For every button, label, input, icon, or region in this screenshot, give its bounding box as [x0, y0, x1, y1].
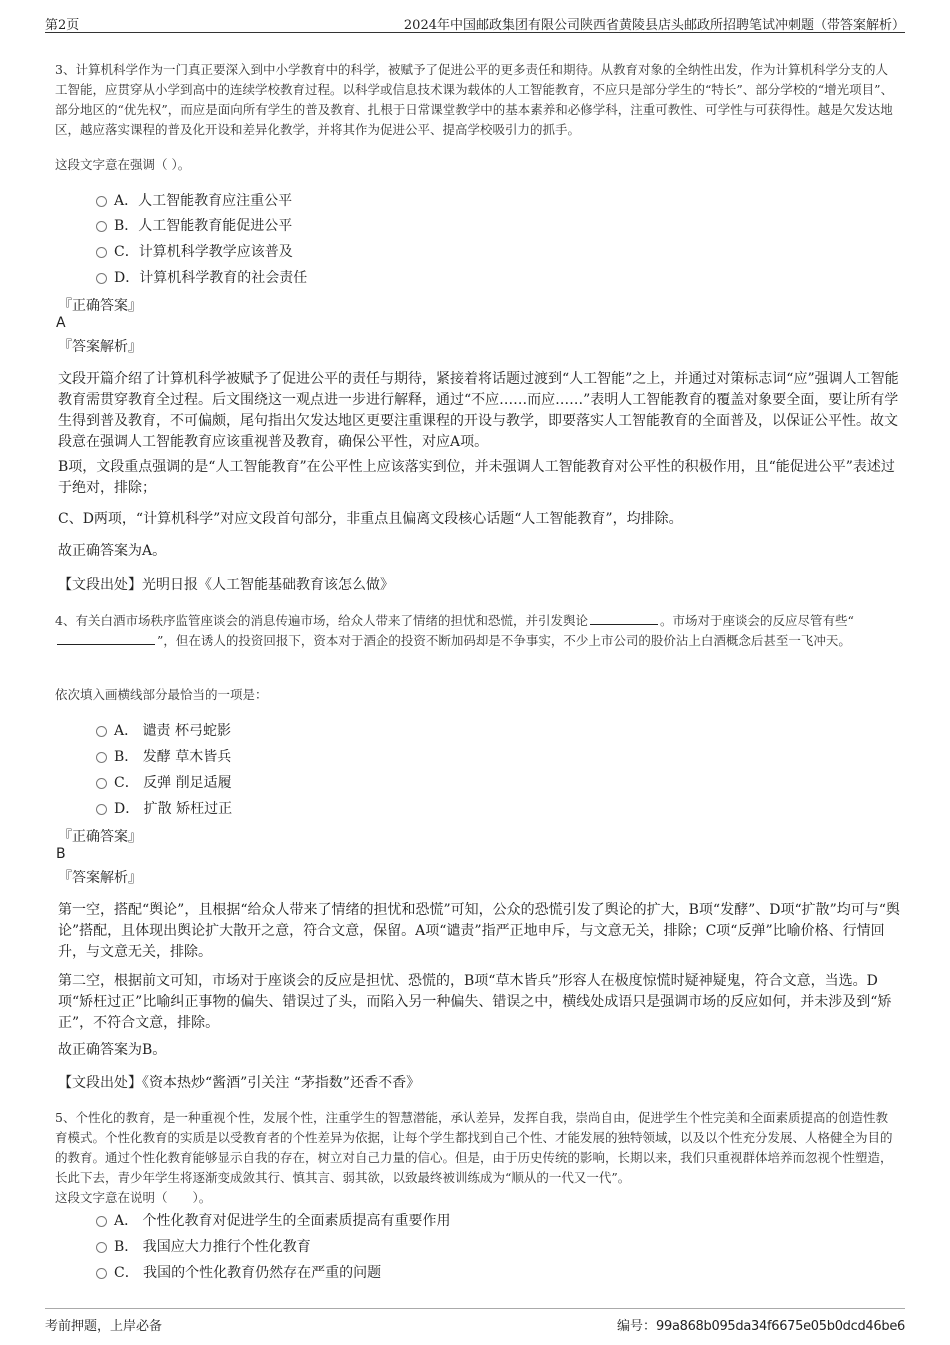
q4-answer: B — [56, 846, 66, 862]
q3-option-d[interactable]: D．计算机科学教育的社会责任 — [96, 267, 307, 289]
radio-icon[interactable] — [96, 1268, 107, 1279]
radio-icon[interactable] — [96, 804, 107, 815]
q4-correct-label: 『正确答案』 — [58, 829, 142, 845]
q4-analysis-label: 『答案解析』 — [58, 870, 142, 886]
q4-text: 4、有关白酒市场秩序监管座谈会的消息传遍市场，给众人带来了情绪的担忧和恐慌，并引发舆论 。市场对于座谈会的反应尽管有些“”，但在诱人的投资回报下，资本对于酒企的投资不断加码却是不争事实，不少上市公司的股价沾上白酒概念后甚至一飞冲天。 — [55, 613, 854, 648]
q3-explanation-2: B项，文段重点强调的是“人工智能教育”在公平性上应该落实到位，并未强调人工智能教育对公平性的积极作用，且“能促进公平”表述过于绝对，排除； — [58, 459, 895, 496]
blank-2 — [57, 632, 155, 645]
q4-source: 【文段出处】《资本热炒“酱酒”引关注 “茅指数”还香不香》 — [58, 1075, 421, 1091]
q4-explanation-3: 故正确答案为B。 — [58, 1042, 167, 1058]
radio-icon[interactable] — [96, 247, 107, 258]
radio-icon[interactable] — [96, 726, 107, 737]
blank-1 — [590, 612, 658, 625]
document-code: 编号：99a868b095da34f6675e05b0dcd46be6 — [616, 1319, 905, 1334]
q4-option-c[interactable]: C． 反弹 削足适履 — [96, 772, 232, 794]
page-header — [45, 12, 905, 33]
radio-icon[interactable] — [96, 1242, 107, 1253]
radio-icon[interactable] — [96, 778, 107, 789]
page-number: 第2页 — [45, 18, 80, 33]
q3-text: 3、计算机科学作为一门真正要深入到中小学教育中的科学，被赋予了促进公平的更多责任和期待。从教育对象的全纳性出发，作为计算机科学分支的人工智能，应贯穿从小学到高中的连续学校教育过程。以科学或信息技术课为载体的人工智能教育，不应只是部分学生的“特长”、部分学校的“增光项目”、部分地区的“优先权”，而应是面向所有学生的普及教育、扎根于日常课堂教学中的基本素养和必修学科，注重可教性、可学性与可获得性。越是欠发达地区，越应落实课程的普及化开设和差异化教学，并将其作为促进公平、提高学校吸引力的抓手。 — [55, 62, 894, 137]
q4-option-b[interactable]: B． 发酵 草木皆兵 — [96, 746, 231, 768]
radio-icon[interactable] — [96, 221, 107, 232]
q3-explanation-3: C、D两项，“计算机科学”对应文段首句部分，非重点且偏离文段核心话题“人工智能教育”，均排除。 — [58, 511, 683, 527]
q3-analysis-label: 『答案解析』 — [58, 339, 142, 355]
q5-option-a[interactable]: A． 个性化教育对促进学生的全面素质提高有重要作用 — [96, 1210, 451, 1232]
q5-prompt: 这段文字意在说明（ ）。 — [55, 1190, 212, 1205]
q4-option-d[interactable]: D． 扩散 矫枉过正 — [96, 798, 232, 820]
q3-source: 【文段出处】光明日报《人工智能基础教育该怎么做》 — [58, 577, 394, 593]
page-footer — [45, 1308, 905, 1337]
q3-explanation-1: 文段开篇介绍了计算机科学被赋予了促进公平的责任与期待，紧接着将话题过渡到“人工智能”之上，并通过对策标志词“应”强调人工智能教育需贯穿教育全过程。后文围绕这一观点进一步进行解释，通过“不应……而应……”表明人工智能教育的覆盖对象要全面，要让所有学生得到普及教育，不可偏颇，尾句指出欠发达地区更要注重课程的开设与教学，即要落实人工智能教育的全面普及，以保证公平性。故文段意在强调人工智能教育应该重视普及教育，确保公平性，对应A项。 — [58, 371, 899, 450]
q3-answer: A — [56, 315, 66, 331]
q3-option-b[interactable]: B．人工智能教育能促进公平 — [96, 215, 292, 237]
q4-explanation-2: 第二空，根据前文可知，市场对于座谈会的反应是担忧、恐慌的，B项“草木皆兵”形容人在极度惊慌时疑神疑鬼，符合文意，当选。D项“矫枉过正”比喻纠正事物的偏失、错误过了头，而陷入另一种偏失、错误之中，横线处成语只是强调市场的反应如何，并未涉及到“矫正”，不符合文意，排除。 — [58, 973, 892, 1031]
q5-option-b[interactable]: B． 我国应大力推行个性化教育 — [96, 1236, 311, 1258]
document-title: 2024年中国邮政集团有限公司陕西省黄陵县店头邮政所招聘笔试冲刺题（带答案解析） — [403, 18, 905, 33]
q4-prompt: 依次填入画横线部分最恰当的一项是： — [55, 687, 268, 702]
q4-explanation-1: 第一空，搭配“舆论”，且根据“给众人带来了情绪的担忧和恐慌”可知，公众的恐慌引发了舆论的扩大，B项“发酵”、D项“扩散”均可与“舆论”搭配，且体现出舆论扩大散开之意，符合文意，保留。A项“谴责”指严正地申斥，与文意无关，排除；C项“反弹”比喻价格、行情回升，与文意无关，排除。 — [58, 902, 900, 960]
radio-icon[interactable] — [96, 196, 107, 207]
radio-icon[interactable] — [96, 273, 107, 284]
q3-option-c[interactable]: C．计算机科学教学应该普及 — [96, 241, 293, 263]
q3-prompt: 这段文字意在强调（ ）。 — [55, 157, 191, 172]
q5-text: 5、个性化的教育，是一种重视个性，发展个性，注重学生的智慧潜能，承认差异，发挥自我，崇尚自由，促进学生个性完美和全面素质提高的创造性教育模式。个性化教育的实质是以受教育者的个性差异为依据，让每个学生都找到自己个性、才能发展的独特领域，以及以个性充分发展、人格健全为目的的教育。通过个性化教育能够显示自我的存在，树立对自己力量的信心。但是，由于历史传统的影响，长期以来，我们只重视群体培养而忽视个性塑造，长此下去，青少年学生将逐渐变成敛其行、慎其言、弱其欲，以致最终被训练成为“顺从的一代又一代”。 — [55, 1110, 893, 1185]
q4-option-a[interactable]: A． 谴责 杯弓蛇影 — [96, 720, 231, 742]
footer-slogan: 考前押题，上岸必备 — [45, 1319, 163, 1334]
radio-icon[interactable] — [96, 1216, 107, 1227]
q3-explanation-4: 故正确答案为A。 — [58, 543, 167, 559]
q3-correct-label: 『正确答案』 — [58, 298, 142, 314]
q3-option-a[interactable]: A．人工智能教育应注重公平 — [96, 190, 292, 212]
q5-option-c[interactable]: C． 我国的个性化教育仍然存在严重的问题 — [96, 1262, 381, 1284]
radio-icon[interactable] — [96, 752, 107, 763]
